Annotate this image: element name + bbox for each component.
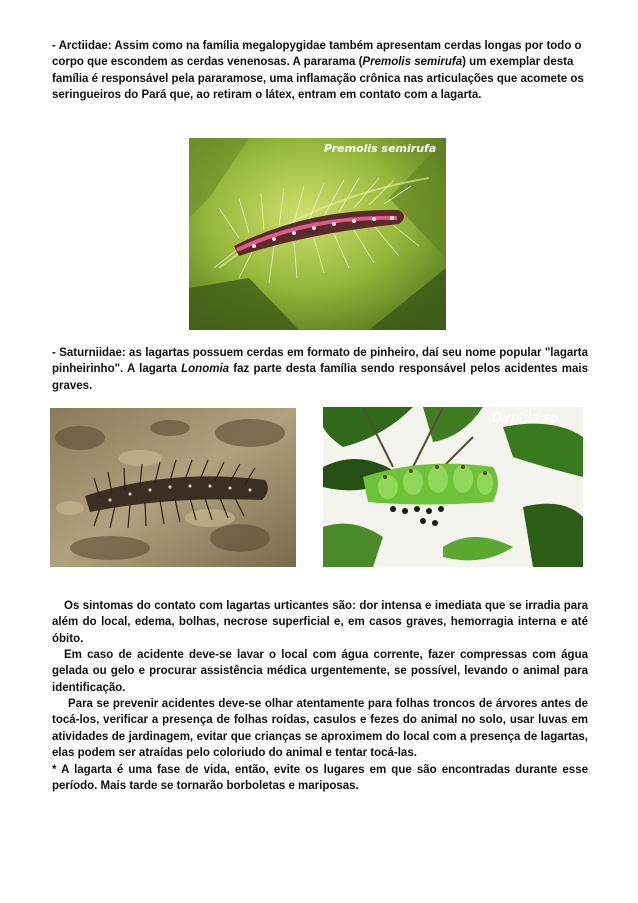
caterpillar-photo-icon xyxy=(50,408,296,567)
saturniidae-text: - Saturniidae: as lagartas possuem cerdas em formato de pinheiro, daí seu nome popular "lagarta pinheirinho". A lagarta xyxy=(52,347,588,376)
body-p3: Para se prevenir acidentes deve-se olhar atentamente para folhas troncos de árvores antes de tocá-los, verificar a presença de folhas roídas, casulos e fezes do animal no solo, usar luvas em atividades de jardinagem, evitar que crianças se aproximem do local com a presença de lagartas, elas podem ser atraídas pelo coloriudo do animal e tentar tocá-las. xyxy=(52,698,588,760)
arctiidae-text: - Arctiidae: Assim como na família megalopygidae também apresentam cerdas longas por todo o corpo que escondem as cerdas venenosas. A pararama ( xyxy=(52,40,582,69)
body-paragraph-first-aid xyxy=(52,647,588,696)
body-paragraph-prevention xyxy=(52,696,588,762)
saturniidae-text-end: faz parte desta família sendo responsável pelos acidentes mais graves. xyxy=(52,363,588,392)
premolis-photo xyxy=(189,138,446,330)
lonomia-photo xyxy=(50,408,296,567)
body-p2: Em caso de acidente deve-se lavar o local com água corrente, fazer compressas com água gelada ou gelo e procurar assistência médica urgentemente, se possível, levando o animal para identificação. xyxy=(52,649,588,694)
body-paragraph-note xyxy=(52,762,588,795)
dirphia-photo xyxy=(323,407,583,567)
body-p1: Os sintomas do contato com lagartas urticantes são: dor intensa e imediata que se irradia para além do local, edema, bolhas, necrose superficial e, em casos graves, hemorragia interna e até óbito. xyxy=(52,600,588,645)
arctiidae-paragraph xyxy=(52,38,588,104)
body-p4: * A lagarta é uma fase de vida, então, evite os lugares em que são encontradas durante esse período. Mais tarde se tornarão borboletas e mariposas. xyxy=(52,764,588,793)
arctiidae-text-end: ) um exemplar desta família é responsável pela pararamose, uma inflamação crônica nas articulações que acomete os seringueiros do Pará que, ao retiram o látex, entram em contato com a lagarta. xyxy=(52,56,584,102)
saturniidae-paragraph xyxy=(52,345,588,394)
caterpillar-photo-icon xyxy=(323,407,583,567)
premolis-caption: Premolis semirufa xyxy=(324,142,437,155)
arctiidae-species-italic: Premolis semirufa xyxy=(362,56,463,69)
saturniidae-species-italic: Lonomia xyxy=(181,363,230,376)
body-paragraph-symptoms xyxy=(52,598,588,647)
dirphia-caption: Dirphia sp. xyxy=(492,411,563,426)
caterpillar-photo-icon xyxy=(189,138,446,330)
